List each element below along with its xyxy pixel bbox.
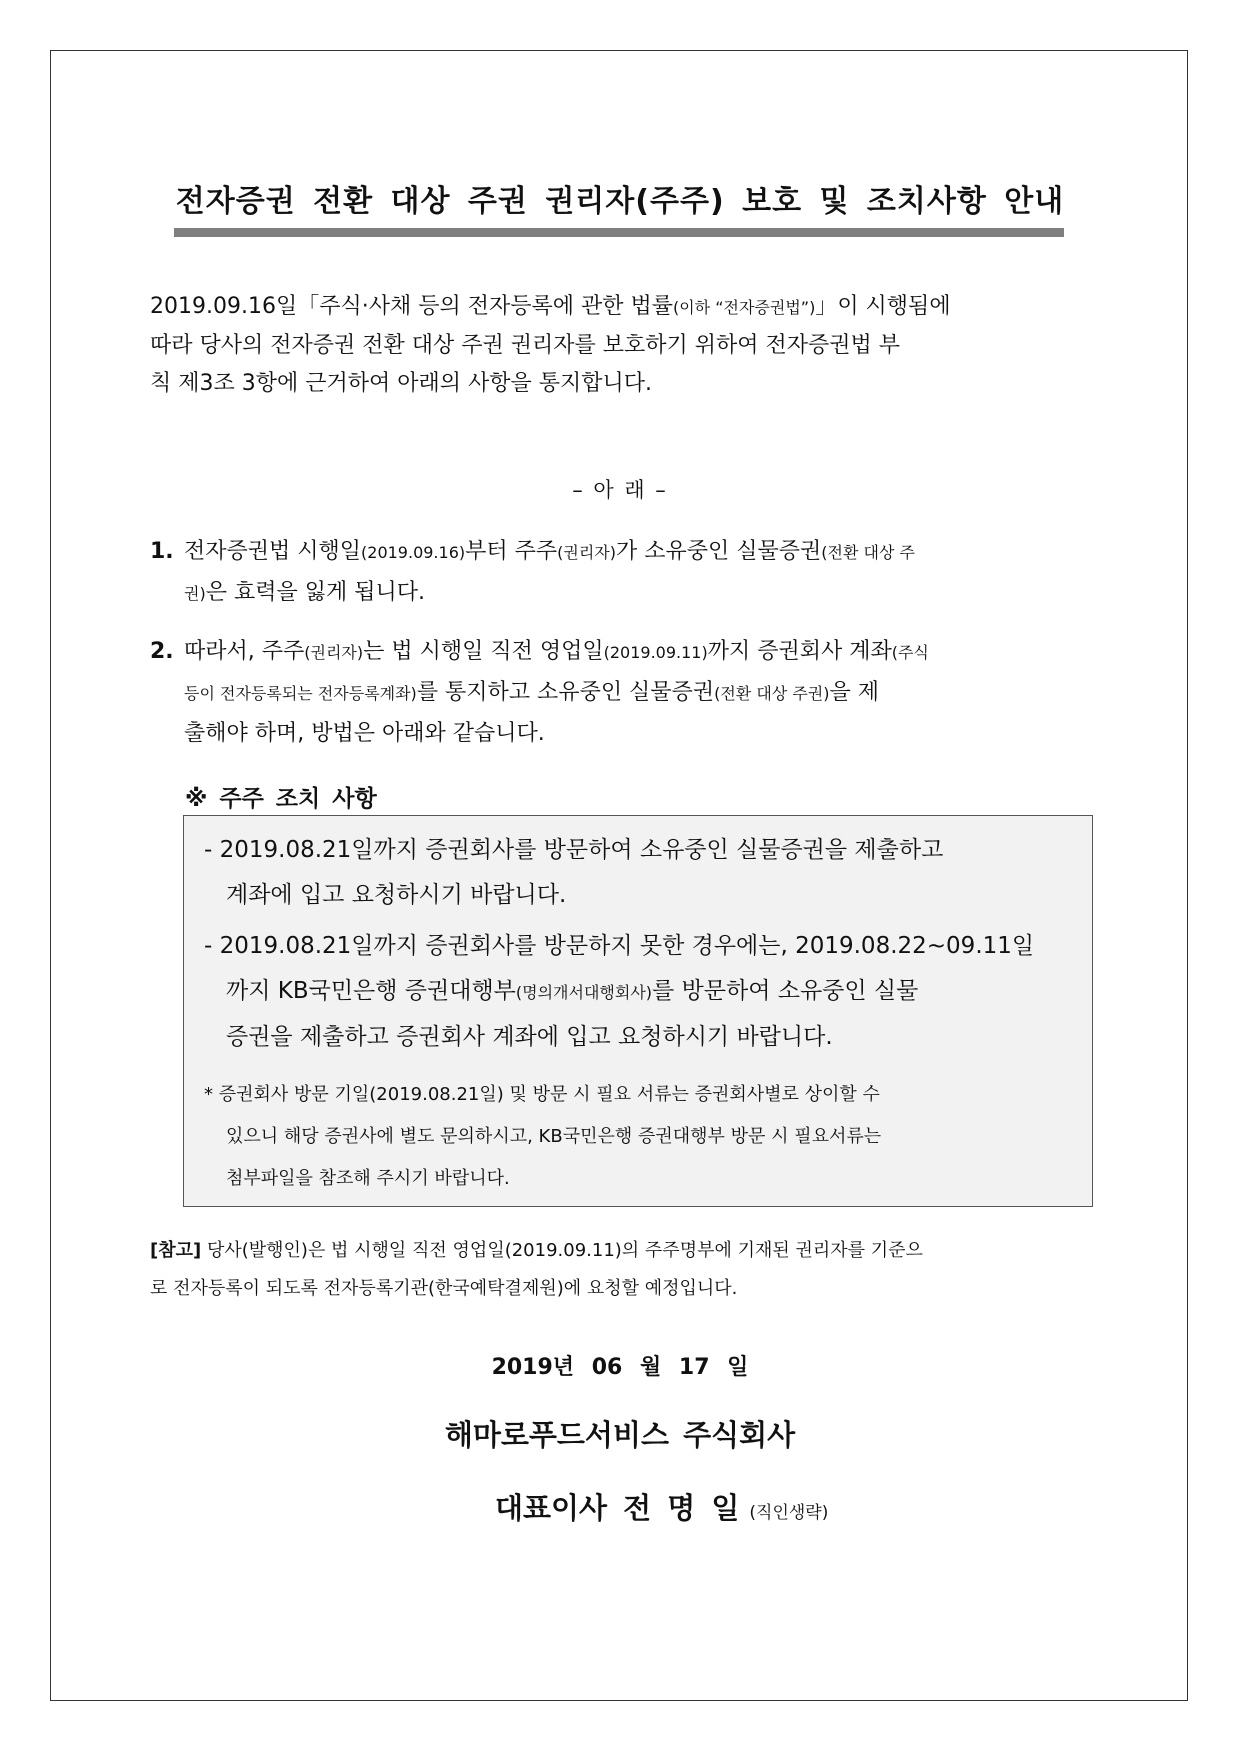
intro-text: 2019.09.16일「주식·사채 등의 전자등록에 관한 법률	[150, 294, 673, 319]
representative-name: 대표이사 전 명 일	[495, 1491, 740, 1525]
list-item-2	[150, 632, 1090, 754]
shareholder-measures-box	[183, 815, 1093, 1207]
measure-1: - 2019.08.21일까지 증권회사를 방문하여 소유중인 실물증권을 제출하고 계좌에 입고 요청하시기 바랍니다.	[204, 837, 944, 908]
section-heading-below: – 아 래 –	[572, 478, 668, 502]
intro-line-2: 따라 당사의 전자증권 전환 대상 주권 권리자를 보호하기 위하여 전자증권법 부	[150, 333, 900, 358]
reference-note: [참고] 당사(발행인)은 법 시행일 직전 영업일(2019.09.11)의 주주명부에 기재된 권리자를 기준으 로 전자등록이 되도록 전자등록기관(한국예탁결제원)에 요청할 예정입니다.	[150, 1240, 923, 1299]
document-title: 전자증권 전환 대상 주권 권리자(주주) 보호 및 조치사항 안내	[175, 184, 1065, 219]
title-underline	[174, 228, 1064, 237]
reference-label: [참고]	[150, 1240, 202, 1261]
intro-line-1	[150, 288, 1090, 327]
item2-line-1: 따라서, 주주(권리자)는 법 시행일 직전 영업일(2019.09.11)까지 증권회사 계좌(주식	[184, 639, 929, 664]
notice-date: 2019년 06 월 17 일	[491, 1355, 749, 1380]
intro-text: 」이 시행됨에	[815, 294, 951, 319]
intro-line-3: 칙 제3조 3항에 근거하여 아래의 사항을 통지합니다.	[150, 371, 652, 396]
company-name: 해마로푸드서비스 주식회사	[444, 1418, 796, 1452]
item2-line-3: 출해야 하며, 방법은 아래와 같습니다.	[184, 721, 545, 746]
intro-abbrev: (이하 “전자증권법”)	[672, 298, 816, 317]
list-item-1	[150, 532, 1090, 614]
item2-line-2: 등이 전자등록되는 전자등록계좌)를 통지하고 소유중인 실물증권(전환 대상 주권)을 제	[184, 680, 879, 705]
measure-2: - 2019.08.21일까지 증권회사를 방문하지 못한 경우에는, 2019.08.22~09.11일 까지 KB국민은행 증권대행부(명의개서대행회사)를 방문하여 소유중인 실물 증권을 제출하고 증권회사 계좌에 입고 요청하시기 바랍니다.	[204, 933, 1035, 1050]
measures-note: * 증권회사 방문 기일(2019.08.21일) 및 방문 시 필요 서류는 증권회사별로 상이할 수 있으니 해당 증권사에 별도 문의하시고, KB국민은행 증권대행부 방문 시 필요서류는 첨부파일을 참조해 주시기 바랍니다.	[204, 1084, 882, 1189]
representative	[495, 1486, 828, 1527]
item1-line-1: 전자증권법 시행일(2019.09.16)부터 주주(권리자)가 소유중인 실물증권(전환 대상 주	[184, 539, 915, 564]
item-number: 1.	[150, 539, 174, 564]
seal-note: (직인생략)	[749, 1503, 829, 1523]
item-number: 2.	[150, 639, 174, 664]
item1-line-2: 권)은 효력을 잃게 됩니다.	[184, 580, 425, 605]
shareholder-measures-title: ※ 주주 조치 사항	[185, 786, 377, 812]
intro-paragraph	[150, 288, 1090, 403]
